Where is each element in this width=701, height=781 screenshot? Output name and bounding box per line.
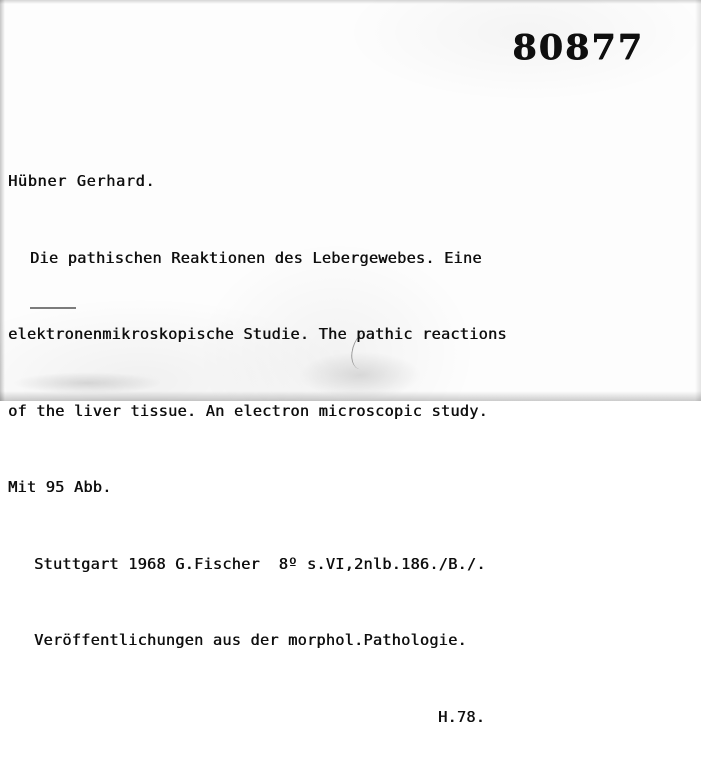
entry-series-issue: H.78.: [438, 707, 486, 726]
card-top-shadow: [0, 0, 701, 4]
entry-line-2: elektronenmikroskopische Studie. The pathic reactions: [8, 325, 507, 343]
entry-line-4: Mit 95 Abb.: [8, 478, 112, 496]
entry-imprint: Stuttgart 1968 G.Fischer 8º s.VI,2nlb.186./B./.: [34, 554, 486, 573]
entry-line-3: of the liver tissue. An electron microscopic study.: [8, 401, 488, 420]
catalog-number: 80877: [512, 27, 644, 68]
catalog-entry-text: [8, 118, 698, 781]
card-left-shadow: [0, 0, 5, 401]
entry-line-1: Die pathischen Reaktionen des Lebergewebes. Eine: [30, 248, 482, 267]
entry-series: Veröffentlichungen aus der morphol.Pathologie.: [34, 631, 467, 649]
entry-author: Hübner Gerhard.: [8, 172, 156, 190]
